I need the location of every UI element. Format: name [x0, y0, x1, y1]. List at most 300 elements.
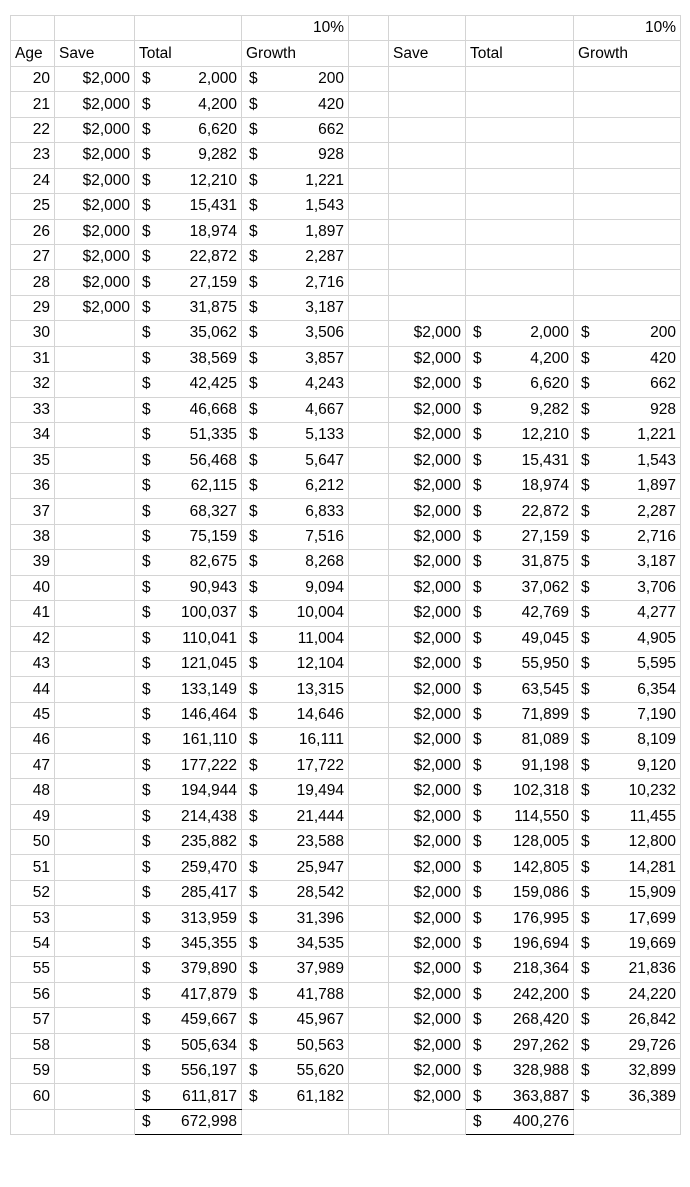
total-cell-left[interactable]: [135, 728, 242, 753]
growth-cell-left[interactable]: [242, 1033, 349, 1058]
cell-empty[interactable]: [349, 244, 389, 269]
total-cell-right[interactable]: [466, 957, 574, 982]
total-cell-right[interactable]: [466, 1033, 574, 1058]
total-cell-left[interactable]: [135, 524, 242, 549]
save-cell-right[interactable]: $2,000: [389, 372, 466, 397]
total-cell-left[interactable]: [135, 906, 242, 931]
cell-empty[interactable]: [349, 397, 389, 422]
total-cell-right[interactable]: [466, 550, 574, 575]
cell-empty[interactable]: [349, 728, 389, 753]
cell-empty[interactable]: [349, 321, 389, 346]
total-cell-left[interactable]: [135, 117, 242, 142]
save-cell-right[interactable]: $2,000: [389, 524, 466, 549]
age-cell[interactable]: 34: [11, 423, 55, 448]
growth-cell-left[interactable]: [242, 372, 349, 397]
age-cell[interactable]: 38: [11, 524, 55, 549]
total-cell-right[interactable]: [466, 244, 574, 269]
cell-empty[interactable]: [349, 575, 389, 600]
total-cell-left[interactable]: [135, 702, 242, 727]
save-cell-left[interactable]: $2,000: [55, 219, 135, 244]
age-cell[interactable]: 24: [11, 168, 55, 193]
cell-empty[interactable]: [55, 16, 135, 41]
age-cell[interactable]: 23: [11, 143, 55, 168]
save-cell-left[interactable]: $2,000: [55, 92, 135, 117]
save-cell-left[interactable]: [55, 1033, 135, 1058]
age-cell[interactable]: 42: [11, 626, 55, 651]
save-cell-left[interactable]: [55, 448, 135, 473]
save-cell-right[interactable]: $2,000: [389, 753, 466, 778]
growth-rate-right[interactable]: 10%: [574, 16, 681, 41]
save-cell-right[interactable]: $2,000: [389, 1084, 466, 1109]
cell-empty[interactable]: [349, 499, 389, 524]
save-cell-right[interactable]: $2,000: [389, 499, 466, 524]
growth-cell-left[interactable]: [242, 219, 349, 244]
total-cell-right[interactable]: [466, 1058, 574, 1083]
save-header-left[interactable]: Save: [55, 41, 135, 66]
growth-cell-right[interactable]: [574, 779, 681, 804]
total-cell-right[interactable]: [466, 575, 574, 600]
total-cell-left[interactable]: [135, 143, 242, 168]
growth-cell-right[interactable]: [574, 270, 681, 295]
total-cell-left[interactable]: [135, 397, 242, 422]
age-cell[interactable]: 60: [11, 1084, 55, 1109]
save-cell-right[interactable]: $2,000: [389, 906, 466, 931]
save-cell-left[interactable]: [55, 804, 135, 829]
total-cell-right[interactable]: [466, 524, 574, 549]
age-cell[interactable]: 36: [11, 473, 55, 498]
save-cell-right[interactable]: $2,000: [389, 575, 466, 600]
age-cell[interactable]: 32: [11, 372, 55, 397]
total-cell-left[interactable]: [135, 346, 242, 371]
cell-empty[interactable]: [349, 550, 389, 575]
cell-empty[interactable]: [574, 1109, 681, 1134]
growth-cell-left[interactable]: [242, 753, 349, 778]
total-cell-right[interactable]: [466, 1084, 574, 1109]
age-cell[interactable]: 21: [11, 92, 55, 117]
age-cell[interactable]: 55: [11, 957, 55, 982]
save-cell-left[interactable]: [55, 321, 135, 346]
age-cell[interactable]: 59: [11, 1058, 55, 1083]
age-cell[interactable]: 50: [11, 830, 55, 855]
total-cell-left[interactable]: [135, 651, 242, 676]
growth-cell-right[interactable]: [574, 880, 681, 905]
growth-cell-right[interactable]: [574, 143, 681, 168]
save-cell-left[interactable]: [55, 372, 135, 397]
save-cell-left[interactable]: [55, 702, 135, 727]
total-cell-right[interactable]: [466, 677, 574, 702]
age-cell[interactable]: 41: [11, 601, 55, 626]
cell-empty[interactable]: [349, 651, 389, 676]
save-cell-right[interactable]: $2,000: [389, 1058, 466, 1083]
save-cell-left[interactable]: [55, 423, 135, 448]
total-cell-right[interactable]: [466, 194, 574, 219]
cell-empty[interactable]: [11, 1109, 55, 1134]
save-cell-left[interactable]: [55, 855, 135, 880]
age-cell[interactable]: 29: [11, 295, 55, 320]
total-cell-right[interactable]: [466, 1008, 574, 1033]
age-cell[interactable]: 20: [11, 66, 55, 91]
growth-cell-right[interactable]: [574, 728, 681, 753]
growth-cell-right[interactable]: [574, 601, 681, 626]
cell-empty[interactable]: [349, 41, 389, 66]
total-cell-left[interactable]: [135, 1058, 242, 1083]
save-cell-left[interactable]: $2,000: [55, 295, 135, 320]
age-cell[interactable]: 44: [11, 677, 55, 702]
growth-cell-right[interactable]: [574, 677, 681, 702]
growth-cell-left[interactable]: [242, 1008, 349, 1033]
cell-empty[interactable]: [349, 295, 389, 320]
total-cell-right[interactable]: [466, 473, 574, 498]
cell-empty[interactable]: [349, 1058, 389, 1083]
age-cell[interactable]: 58: [11, 1033, 55, 1058]
save-cell-left[interactable]: [55, 931, 135, 956]
growth-cell-right[interactable]: [574, 448, 681, 473]
age-cell[interactable]: 49: [11, 804, 55, 829]
save-cell-right[interactable]: [389, 143, 466, 168]
save-cell-left[interactable]: [55, 728, 135, 753]
cell-empty[interactable]: [349, 1008, 389, 1033]
total-cell-right[interactable]: [466, 321, 574, 346]
save-cell-left[interactable]: [55, 626, 135, 651]
growth-cell-right[interactable]: [574, 194, 681, 219]
growth-header-right[interactable]: Growth: [574, 41, 681, 66]
total-cell-left[interactable]: [135, 931, 242, 956]
save-cell-left[interactable]: $2,000: [55, 117, 135, 142]
growth-cell-left[interactable]: [242, 728, 349, 753]
total-cell-right[interactable]: [466, 982, 574, 1007]
total-cell-left[interactable]: [135, 92, 242, 117]
cell-empty[interactable]: [349, 830, 389, 855]
save-cell-right[interactable]: [389, 270, 466, 295]
growth-cell-right[interactable]: [574, 117, 681, 142]
total-cell-right[interactable]: [466, 397, 574, 422]
total-cell-left[interactable]: [135, 219, 242, 244]
growth-cell-left[interactable]: [242, 702, 349, 727]
growth-cell-left[interactable]: [242, 270, 349, 295]
total-cell-right[interactable]: [466, 66, 574, 91]
save-cell-right[interactable]: $2,000: [389, 473, 466, 498]
cell-empty[interactable]: [349, 219, 389, 244]
total-cell-right[interactable]: [466, 448, 574, 473]
save-cell-right[interactable]: $2,000: [389, 957, 466, 982]
growth-cell-right[interactable]: [574, 651, 681, 676]
cell-empty[interactable]: [349, 1084, 389, 1109]
save-cell-left[interactable]: [55, 550, 135, 575]
save-cell-right[interactable]: $2,000: [389, 982, 466, 1007]
final-total-left[interactable]: [135, 1109, 242, 1134]
cell-empty[interactable]: [349, 16, 389, 41]
cell-empty[interactable]: [349, 194, 389, 219]
save-cell-right[interactable]: [389, 244, 466, 269]
age-cell[interactable]: 25: [11, 194, 55, 219]
cell-empty[interactable]: [349, 346, 389, 371]
total-header-left[interactable]: Total: [135, 41, 242, 66]
growth-cell-right[interactable]: [574, 957, 681, 982]
growth-cell-right[interactable]: [574, 346, 681, 371]
growth-cell-left[interactable]: [242, 499, 349, 524]
growth-cell-right[interactable]: [574, 372, 681, 397]
save-cell-left[interactable]: [55, 397, 135, 422]
save-cell-left[interactable]: [55, 499, 135, 524]
growth-cell-right[interactable]: [574, 168, 681, 193]
cell-empty[interactable]: [349, 524, 389, 549]
age-cell[interactable]: 51: [11, 855, 55, 880]
growth-rate-left[interactable]: 10%: [242, 16, 349, 41]
save-cell-left[interactable]: [55, 1058, 135, 1083]
age-cell[interactable]: 47: [11, 753, 55, 778]
growth-cell-left[interactable]: [242, 346, 349, 371]
total-cell-left[interactable]: [135, 448, 242, 473]
total-cell-right[interactable]: [466, 830, 574, 855]
cell-empty[interactable]: [349, 677, 389, 702]
total-cell-left[interactable]: [135, 982, 242, 1007]
total-cell-right[interactable]: [466, 601, 574, 626]
growth-cell-right[interactable]: [574, 66, 681, 91]
age-cell[interactable]: 30: [11, 321, 55, 346]
total-cell-left[interactable]: [135, 753, 242, 778]
save-cell-left[interactable]: [55, 651, 135, 676]
save-cell-left[interactable]: [55, 346, 135, 371]
cell-empty[interactable]: [349, 117, 389, 142]
growth-cell-left[interactable]: [242, 194, 349, 219]
age-cell[interactable]: 31: [11, 346, 55, 371]
cell-empty[interactable]: [349, 448, 389, 473]
growth-cell-right[interactable]: [574, 1008, 681, 1033]
total-cell-right[interactable]: [466, 728, 574, 753]
age-cell[interactable]: 27: [11, 244, 55, 269]
total-cell-right[interactable]: [466, 117, 574, 142]
growth-header-left[interactable]: Growth: [242, 41, 349, 66]
growth-cell-left[interactable]: [242, 423, 349, 448]
total-cell-right[interactable]: [466, 143, 574, 168]
total-cell-right[interactable]: [466, 626, 574, 651]
cell-empty[interactable]: [349, 1033, 389, 1058]
growth-cell-left[interactable]: [242, 601, 349, 626]
save-cell-right[interactable]: $2,000: [389, 880, 466, 905]
total-cell-left[interactable]: [135, 1008, 242, 1033]
save-cell-left[interactable]: $2,000: [55, 66, 135, 91]
growth-cell-left[interactable]: [242, 66, 349, 91]
total-cell-right[interactable]: [466, 372, 574, 397]
age-cell[interactable]: 57: [11, 1008, 55, 1033]
cell-empty[interactable]: [349, 855, 389, 880]
growth-cell-right[interactable]: [574, 499, 681, 524]
age-cell[interactable]: 54: [11, 931, 55, 956]
growth-cell-right[interactable]: [574, 397, 681, 422]
save-cell-right[interactable]: $2,000: [389, 397, 466, 422]
save-cell-right[interactable]: $2,000: [389, 1008, 466, 1033]
growth-cell-right[interactable]: [574, 321, 681, 346]
cell-empty[interactable]: [349, 626, 389, 651]
save-cell-left[interactable]: [55, 753, 135, 778]
total-cell-right[interactable]: [466, 779, 574, 804]
cell-empty[interactable]: [389, 16, 466, 41]
save-cell-right[interactable]: [389, 66, 466, 91]
total-cell-left[interactable]: [135, 1033, 242, 1058]
total-cell-left[interactable]: [135, 270, 242, 295]
growth-cell-right[interactable]: [574, 575, 681, 600]
growth-cell-right[interactable]: [574, 1033, 681, 1058]
total-cell-right[interactable]: [466, 423, 574, 448]
cell-empty[interactable]: [349, 957, 389, 982]
total-cell-left[interactable]: [135, 321, 242, 346]
total-header-right[interactable]: Total: [466, 41, 574, 66]
save-cell-right[interactable]: $2,000: [389, 855, 466, 880]
save-cell-left[interactable]: [55, 524, 135, 549]
total-cell-left[interactable]: [135, 575, 242, 600]
cell-empty[interactable]: [349, 931, 389, 956]
save-cell-right[interactable]: $2,000: [389, 601, 466, 626]
growth-cell-left[interactable]: [242, 448, 349, 473]
growth-cell-left[interactable]: [242, 168, 349, 193]
save-cell-right[interactable]: $2,000: [389, 626, 466, 651]
total-cell-left[interactable]: [135, 804, 242, 829]
cell-empty[interactable]: [349, 270, 389, 295]
total-cell-left[interactable]: [135, 550, 242, 575]
total-cell-right[interactable]: [466, 855, 574, 880]
total-cell-right[interactable]: [466, 804, 574, 829]
cell-empty[interactable]: [349, 753, 389, 778]
growth-cell-left[interactable]: [242, 143, 349, 168]
age-cell[interactable]: 37: [11, 499, 55, 524]
save-header-right[interactable]: Save: [389, 41, 466, 66]
total-cell-left[interactable]: [135, 168, 242, 193]
age-cell[interactable]: 45: [11, 702, 55, 727]
save-cell-right[interactable]: $2,000: [389, 804, 466, 829]
total-cell-right[interactable]: [466, 651, 574, 676]
growth-cell-left[interactable]: [242, 575, 349, 600]
cell-empty[interactable]: [349, 168, 389, 193]
growth-cell-right[interactable]: [574, 906, 681, 931]
growth-cell-right[interactable]: [574, 982, 681, 1007]
total-cell-right[interactable]: [466, 270, 574, 295]
growth-cell-left[interactable]: [242, 906, 349, 931]
save-cell-left[interactable]: [55, 1084, 135, 1109]
age-cell[interactable]: 26: [11, 219, 55, 244]
save-cell-right[interactable]: $2,000: [389, 779, 466, 804]
cell-empty[interactable]: [349, 473, 389, 498]
growth-cell-left[interactable]: [242, 295, 349, 320]
cell-empty[interactable]: [349, 601, 389, 626]
cell-empty[interactable]: [349, 702, 389, 727]
total-cell-right[interactable]: [466, 219, 574, 244]
age-cell[interactable]: 43: [11, 651, 55, 676]
growth-cell-right[interactable]: [574, 244, 681, 269]
total-cell-left[interactable]: [135, 779, 242, 804]
growth-cell-left[interactable]: [242, 957, 349, 982]
growth-cell-left[interactable]: [242, 550, 349, 575]
cell-empty[interactable]: [349, 423, 389, 448]
total-cell-right[interactable]: [466, 499, 574, 524]
age-cell[interactable]: 28: [11, 270, 55, 295]
save-cell-right[interactable]: $2,000: [389, 346, 466, 371]
total-cell-right[interactable]: [466, 92, 574, 117]
cell-empty[interactable]: [349, 143, 389, 168]
growth-cell-left[interactable]: [242, 524, 349, 549]
age-cell[interactable]: 35: [11, 448, 55, 473]
growth-cell-left[interactable]: [242, 1058, 349, 1083]
total-cell-left[interactable]: [135, 880, 242, 905]
growth-cell-right[interactable]: [574, 92, 681, 117]
save-cell-right[interactable]: $2,000: [389, 728, 466, 753]
save-cell-right[interactable]: [389, 219, 466, 244]
growth-cell-right[interactable]: [574, 702, 681, 727]
total-cell-left[interactable]: [135, 423, 242, 448]
cell-empty[interactable]: [349, 372, 389, 397]
save-cell-right[interactable]: [389, 92, 466, 117]
growth-cell-right[interactable]: [574, 295, 681, 320]
total-cell-left[interactable]: [135, 957, 242, 982]
growth-cell-left[interactable]: [242, 92, 349, 117]
save-cell-left[interactable]: [55, 779, 135, 804]
growth-cell-right[interactable]: [574, 804, 681, 829]
save-cell-right[interactable]: $2,000: [389, 448, 466, 473]
cell-empty[interactable]: [466, 16, 574, 41]
growth-cell-right[interactable]: [574, 1058, 681, 1083]
growth-cell-left[interactable]: [242, 779, 349, 804]
save-cell-left[interactable]: [55, 575, 135, 600]
total-cell-left[interactable]: [135, 855, 242, 880]
save-cell-right[interactable]: [389, 295, 466, 320]
save-cell-left[interactable]: $2,000: [55, 194, 135, 219]
age-cell[interactable]: 53: [11, 906, 55, 931]
save-cell-left[interactable]: [55, 473, 135, 498]
total-cell-right[interactable]: [466, 753, 574, 778]
total-cell-left[interactable]: [135, 677, 242, 702]
growth-cell-right[interactable]: [574, 524, 681, 549]
save-cell-left[interactable]: $2,000: [55, 168, 135, 193]
total-cell-left[interactable]: [135, 830, 242, 855]
save-cell-right[interactable]: $2,000: [389, 830, 466, 855]
growth-cell-left[interactable]: [242, 855, 349, 880]
save-cell-left[interactable]: [55, 677, 135, 702]
age-cell[interactable]: 39: [11, 550, 55, 575]
save-cell-left[interactable]: [55, 1008, 135, 1033]
growth-cell-right[interactable]: [574, 931, 681, 956]
cell-empty[interactable]: [349, 906, 389, 931]
cell-empty[interactable]: [349, 92, 389, 117]
save-cell-right[interactable]: $2,000: [389, 931, 466, 956]
growth-cell-right[interactable]: [574, 219, 681, 244]
cell-empty[interactable]: [135, 16, 242, 41]
age-cell[interactable]: 22: [11, 117, 55, 142]
save-cell-left[interactable]: [55, 830, 135, 855]
save-cell-right[interactable]: [389, 194, 466, 219]
growth-cell-left[interactable]: [242, 626, 349, 651]
growth-cell-right[interactable]: [574, 830, 681, 855]
growth-cell-left[interactable]: [242, 321, 349, 346]
growth-cell-left[interactable]: [242, 651, 349, 676]
total-cell-right[interactable]: [466, 168, 574, 193]
save-cell-right[interactable]: $2,000: [389, 550, 466, 575]
save-cell-left[interactable]: $2,000: [55, 270, 135, 295]
cell-empty[interactable]: [349, 779, 389, 804]
cell-empty[interactable]: [55, 1109, 135, 1134]
save-cell-left[interactable]: [55, 957, 135, 982]
growth-cell-left[interactable]: [242, 931, 349, 956]
cell-empty[interactable]: [11, 16, 55, 41]
total-cell-left[interactable]: [135, 295, 242, 320]
growth-cell-right[interactable]: [574, 423, 681, 448]
total-cell-left[interactable]: [135, 1084, 242, 1109]
cell-empty[interactable]: [349, 66, 389, 91]
growth-cell-left[interactable]: [242, 804, 349, 829]
growth-cell-right[interactable]: [574, 550, 681, 575]
save-cell-left[interactable]: [55, 601, 135, 626]
total-cell-left[interactable]: [135, 601, 242, 626]
age-header[interactable]: Age: [11, 41, 55, 66]
age-cell[interactable]: 33: [11, 397, 55, 422]
